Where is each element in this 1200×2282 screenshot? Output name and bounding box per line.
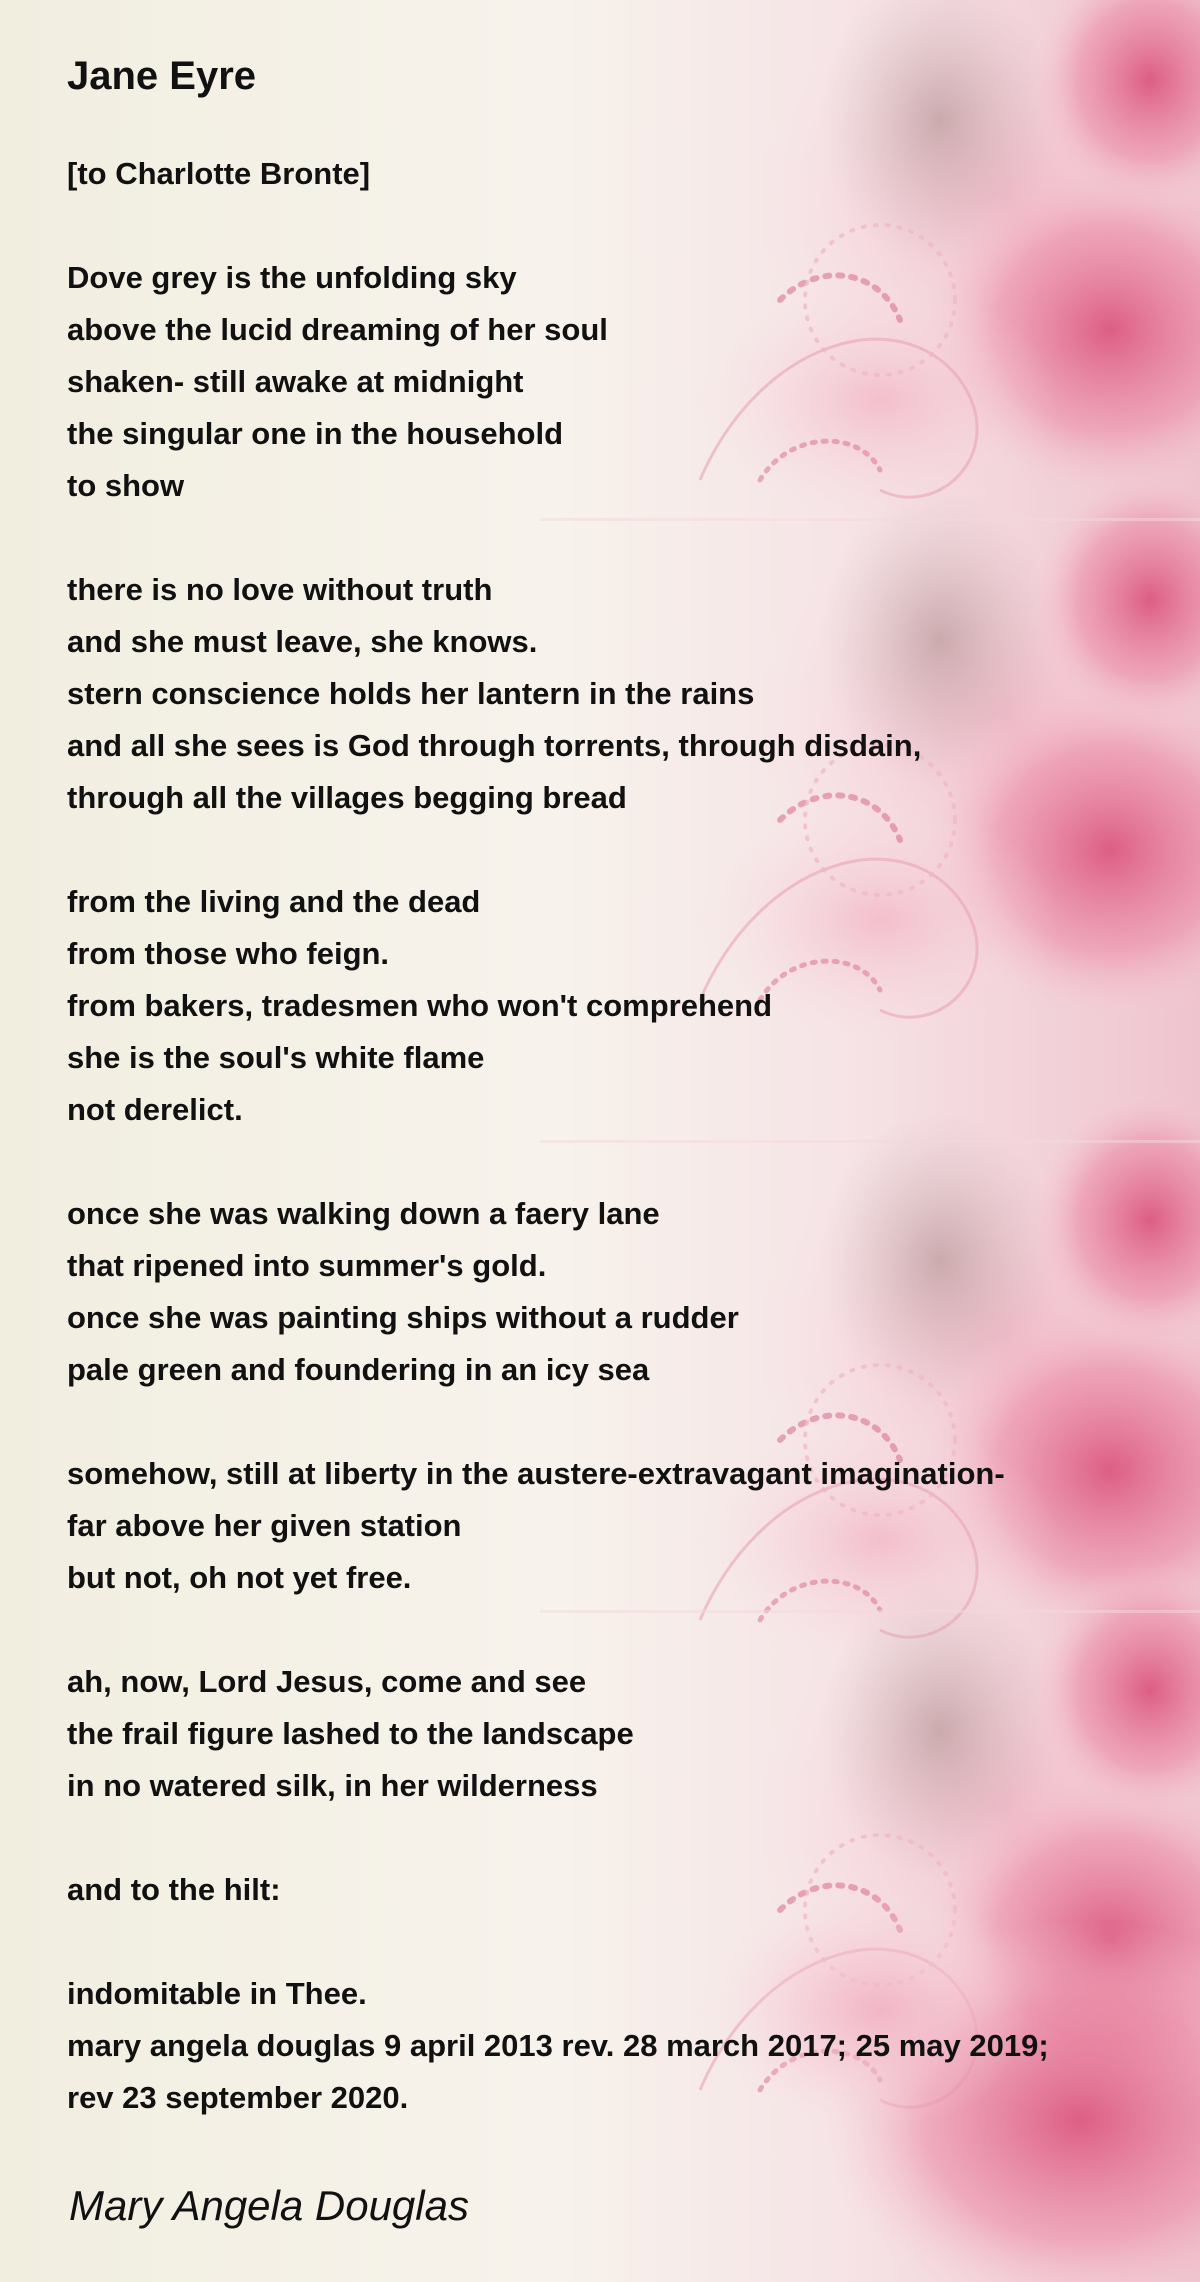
poem-line: mary angela douglas 9 april 2013 rev. 28 march 2017; 25 may 2019; (67, 2028, 1049, 2063)
poem-body (67, 148, 1049, 2124)
poem-line: [to Charlotte Bronte] (67, 156, 371, 191)
poem-line: shaken- still awake at midnight (67, 364, 524, 399)
poem-line: once she was walking down a faery lane (67, 1196, 660, 1231)
poem-line: there is no love without truth (67, 572, 493, 607)
poem-line (67, 200, 1049, 252)
poem-line: the frail figure lashed to the landscape (67, 1716, 634, 1751)
poem-line: from the living and the dead (67, 884, 481, 919)
poem-line: stern conscience holds her lantern in the rains (67, 676, 755, 711)
poem-line: that ripened into summer's gold. (67, 1248, 547, 1283)
poem-line: somehow, still at liberty in the austere-extravagant imagination- (67, 1456, 1005, 1491)
poem-line: in no watered silk, in her wilderness (67, 1768, 598, 1803)
poem-line: Dove grey is the unfolding sky (67, 260, 517, 295)
poem-line: and to the hilt: (67, 1872, 281, 1907)
poem-line: to show (67, 468, 185, 503)
poem-line: she is the soul's white flame (67, 1040, 485, 1075)
poem-line: pale green and foundering in an icy sea (67, 1352, 650, 1387)
poem-line: through all the villages begging bread (67, 780, 627, 815)
poem-line (67, 1916, 1049, 1968)
poem-line: above the lucid dreaming of her soul (67, 312, 608, 347)
poem-author: Mary Angela Douglas (69, 2182, 469, 2229)
poem-line: and she must leave, she knows. (67, 624, 538, 659)
poem-line: but not, oh not yet free. (67, 1560, 412, 1595)
poem-line (67, 1812, 1049, 1864)
poem-line: rev 23 september 2020. (67, 2080, 409, 2115)
poem-line: from those who feign. (67, 936, 390, 971)
poem-line (67, 1136, 1049, 1188)
poem-title: Jane Eyre (67, 54, 257, 98)
poem-line (67, 824, 1049, 876)
poem-line (67, 1604, 1049, 1656)
poem-line: once she was painting ships without a rudder (67, 1300, 739, 1335)
poem-line: the singular one in the household (67, 416, 564, 451)
poem-line: far above her given station (67, 1508, 462, 1543)
poem-line: ah, now, Lord Jesus, come and see (67, 1664, 587, 1699)
poem-line: not derelict. (67, 1092, 243, 1127)
poem-line: indomitable in Thee. (67, 1976, 367, 2011)
poem-line (67, 512, 1049, 564)
poem-line: and all she sees is God through torrents, through disdain, (67, 728, 922, 763)
poem-line (67, 1396, 1049, 1448)
poem-line: from bakers, tradesmen who won't comprehend (67, 988, 773, 1023)
